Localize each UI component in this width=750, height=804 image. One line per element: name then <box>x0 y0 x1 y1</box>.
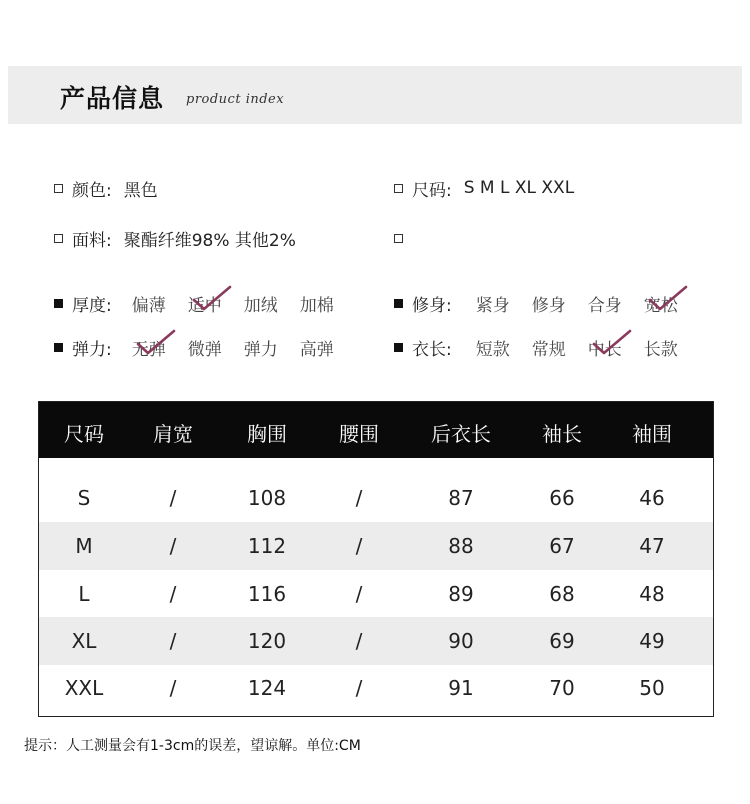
cell-sleeve-width: 48 <box>639 582 665 606</box>
fabric-row <box>54 226 296 250</box>
length-options <box>452 335 678 360</box>
header-shoulder: 肩宽 <box>153 422 193 446</box>
color-label: 颜色: <box>72 180 112 201</box>
option-stretch: 弹力 <box>243 339 278 360</box>
cell-waist: / <box>355 629 363 653</box>
cell-back-length: 88 <box>448 534 474 558</box>
empty-row <box>394 226 412 250</box>
cell-sleeve-length: 69 <box>549 629 575 653</box>
elasticity-label: 弹力: <box>72 339 112 360</box>
cell-back-length: 91 <box>448 676 474 700</box>
elasticity-row <box>54 335 334 359</box>
checkbox-icon <box>394 234 403 243</box>
cell-size: M <box>75 534 93 558</box>
color-value: 黑色 <box>123 180 158 201</box>
size-table <box>38 401 714 717</box>
size-label: 尺码: <box>412 180 452 201</box>
banner-title: 产品信息 <box>60 84 165 113</box>
table-row <box>39 570 713 618</box>
option-long: 长款 <box>643 339 678 360</box>
cell-chest: 120 <box>247 629 287 653</box>
cell-size: L <box>78 582 90 606</box>
table-row <box>39 474 713 522</box>
option-fleece: 加绒 <box>243 295 278 316</box>
option-no-stretch: 无弹 <box>132 335 166 360</box>
cell-chest: 124 <box>247 676 287 700</box>
cell-sleeve-width: 49 <box>639 629 665 653</box>
thickness-label: 厚度: <box>72 295 112 316</box>
cell-sleeve-length: 67 <box>549 534 575 558</box>
table-header <box>39 402 713 458</box>
cell-back-length: 87 <box>448 486 474 510</box>
bullet-icon <box>394 299 403 308</box>
cell-shoulder: / <box>169 582 177 606</box>
cell-waist: / <box>355 486 363 510</box>
table-row <box>39 617 713 665</box>
length-label: 衣长: <box>412 339 452 360</box>
header-size: 尺码 <box>64 422 104 446</box>
option-tight: 紧身 <box>475 295 510 316</box>
fit-row <box>394 291 678 315</box>
cell-sleeve-width: 46 <box>639 486 665 510</box>
size-value: S M L XL XXL <box>463 178 575 198</box>
bullet-icon <box>54 299 63 308</box>
product-info-banner <box>8 66 742 124</box>
option-mid-length: 中长 <box>588 335 622 360</box>
elasticity-options <box>112 335 334 360</box>
option-slim: 修身 <box>531 295 566 316</box>
cell-sleeve-length: 68 <box>549 582 575 606</box>
cell-waist: / <box>355 582 363 606</box>
cell-shoulder: / <box>169 486 177 510</box>
cell-waist: / <box>355 676 363 700</box>
cell-size: XL <box>71 629 97 653</box>
header-waist: 腰围 <box>339 422 379 446</box>
checkmark-icon <box>134 327 176 357</box>
option-padded: 加棉 <box>299 295 334 316</box>
option-high-stretch: 高弹 <box>299 339 334 360</box>
cell-chest: 112 <box>247 534 287 558</box>
checkbox-icon <box>54 184 63 193</box>
table-row <box>39 522 713 570</box>
cell-sleeve-width: 47 <box>639 534 665 558</box>
fabric-label: 面料: <box>72 230 112 251</box>
thickness-options <box>112 291 334 316</box>
header-sleeve-width: 袖围 <box>632 422 672 446</box>
fit-label: 修身: <box>412 295 452 316</box>
header-chest: 胸围 <box>247 422 287 446</box>
bullet-icon <box>54 343 63 352</box>
cell-sleeve-width: 50 <box>639 676 665 700</box>
cell-sleeve-length: 70 <box>549 676 575 700</box>
cell-size: S <box>77 486 91 510</box>
checkmark-icon <box>646 283 688 313</box>
option-standard: 常规 <box>531 339 566 360</box>
option-medium: 适中 <box>188 291 222 316</box>
checkbox-icon <box>394 184 403 193</box>
cell-shoulder: / <box>169 629 177 653</box>
cell-back-length: 89 <box>448 582 474 606</box>
thickness-row <box>54 291 334 315</box>
cell-sleeve-length: 66 <box>549 486 575 510</box>
option-short: 短款 <box>475 339 510 360</box>
checkmark-icon <box>590 327 632 357</box>
option-thin: 偏薄 <box>131 295 166 316</box>
fabric-value: 聚酯纤维98% 其他2% <box>123 230 296 251</box>
header-back-length: 后衣长 <box>431 422 491 446</box>
fit-options <box>452 291 678 316</box>
length-row <box>394 335 678 359</box>
bullet-icon <box>394 343 403 352</box>
table-row <box>39 664 713 712</box>
color-row <box>54 176 158 200</box>
option-loose: 宽松 <box>644 291 678 316</box>
option-slight-stretch: 微弹 <box>187 339 222 360</box>
cell-waist: / <box>355 534 363 558</box>
banner-script-subtitle: product index <box>186 92 285 107</box>
cell-chest: 116 <box>247 582 287 606</box>
size-row <box>394 176 574 200</box>
cell-shoulder: / <box>169 534 177 558</box>
checkbox-icon <box>54 234 63 243</box>
cell-shoulder: / <box>169 676 177 700</box>
cell-back-length: 90 <box>448 629 474 653</box>
measurement-note: 提示：人工测量会有1-3cm的误差，望谅解。单位:CM <box>24 738 361 754</box>
checkmark-icon <box>190 283 232 313</box>
cell-size: XXL <box>64 676 104 700</box>
header-sleeve-length: 袖长 <box>542 422 582 446</box>
cell-chest: 108 <box>247 486 287 510</box>
option-regular: 合身 <box>587 295 622 316</box>
